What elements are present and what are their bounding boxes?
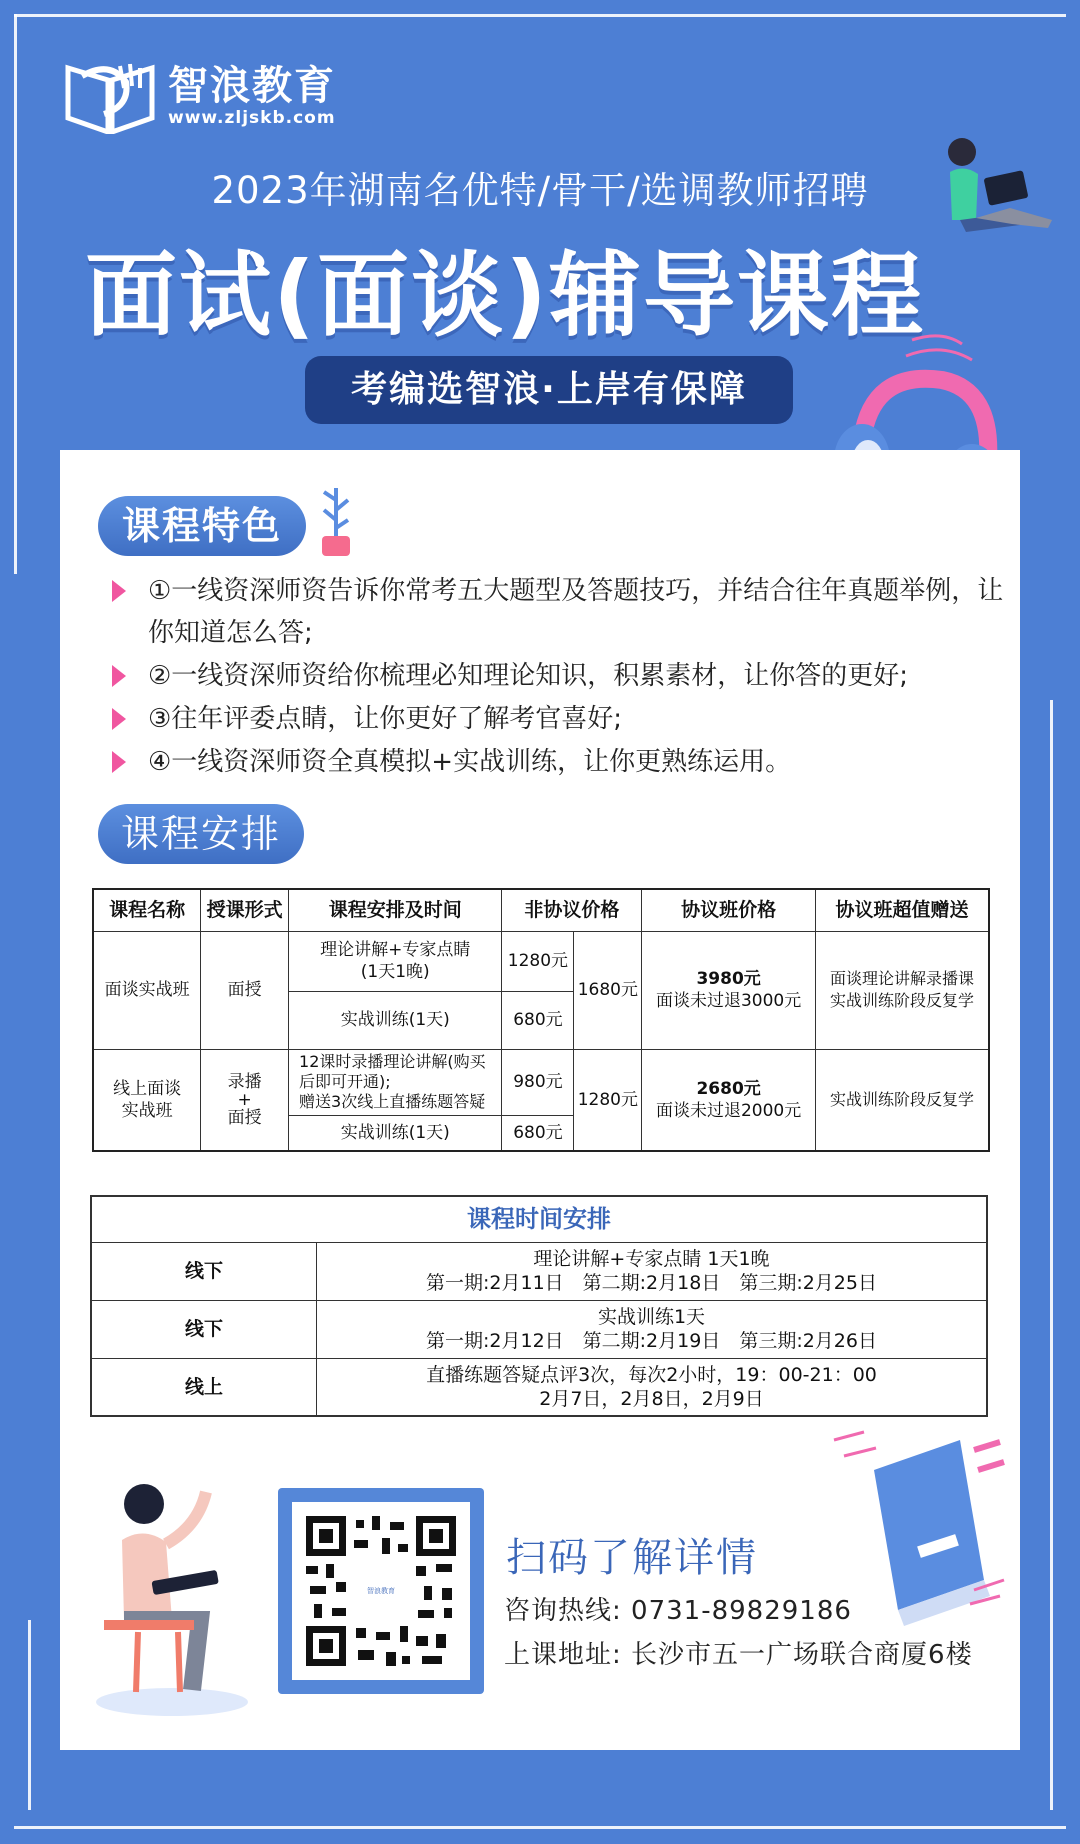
scan-title: 扫码了解详情 [506,1535,758,1581]
list-item [110,570,1010,654]
address-value: 长沙市五一广场联合商厦6楼 [631,1640,973,1670]
table-row [91,1242,987,1300]
list-item [110,741,1010,783]
column-header: 授课形式 [201,889,289,931]
header [0,0,1080,450]
course-content: 实战训练(1天) [289,991,502,1049]
qr-code[interactable] [292,1502,470,1680]
column-header: 课程安排及时间 [289,889,502,931]
column-header: 非协议价格 [502,889,642,931]
list-item [110,655,1010,697]
agreement-price: 2680元 [696,1078,761,1099]
table-row [93,931,989,991]
plant-icon [316,480,356,560]
course-mode: 录播 + 面授 [201,1049,289,1151]
schedule-heading: 课程安排 [98,804,304,864]
total-price: 1280元 [574,1049,642,1151]
student-illustration [82,1470,272,1720]
session-dates: 第一期:2月11日 第二期:2月18日 第三期:2月25日 [425,1272,877,1294]
qr-logo-text: 智浪教育 [367,1587,395,1595]
book-logo-icon [64,58,156,134]
agreement-price-cell [642,1049,816,1151]
gift-cell: 面谈理论讲解录播课 实战训练阶段反复学 [815,931,989,1049]
timetable [90,1195,988,1417]
column-header: 协议班超值赠送 [815,889,989,931]
session-type: 线下 [91,1300,317,1358]
course-name: 线上面谈 实战班 [93,1049,201,1151]
page-title: 面试(面谈)辅导课程 [84,242,926,349]
session-dates: 第一期:2月12日 第二期:2月19日 第三期:2月26日 [425,1330,877,1352]
table-row [93,1049,989,1115]
hotline-line [504,1590,852,1627]
frame-left-bottom-line [28,1620,31,1810]
course-mode: 面授 [201,931,289,1049]
features-list [110,570,1010,784]
session-detail [317,1242,988,1300]
course-content: 理论讲解+专家点睛 (1天1晚) [289,931,502,991]
triangle-bullet-icon [112,580,136,602]
table-row [91,1300,987,1358]
brand-name: 智浪教育 [168,63,336,109]
book-illustration [824,1430,1014,1630]
column-header: 课程名称 [93,889,201,931]
session-line: 理论讲解+专家点睛 1天1晚 [533,1248,770,1270]
session-detail [317,1300,988,1358]
session-type: 线上 [91,1358,317,1416]
agreement-price: 3980元 [696,969,761,989]
agreement-note: 面谈未过退3000元 [655,991,802,1011]
table-row [91,1358,987,1416]
session-dates: 2月7日，2月8日，2月9日 [539,1387,764,1410]
feature-text: ②一线资深师资给你梳理必知理论知识，积累素材，让你答的更好; [148,661,909,691]
price-table [92,888,990,1152]
frame-right-line [1050,700,1053,1810]
feature-text: ④一线资深师资全真模拟+实战训练，让你更熟练运用。 [148,747,792,777]
part-price: 1280元 [502,931,574,991]
total-price: 1680元 [574,931,642,1049]
triangle-bullet-icon [112,751,136,773]
address-label: 上课地址: [504,1640,622,1670]
subtitle: 2023年湖南名优特/骨干/选调教师招聘 [211,169,869,212]
triangle-bullet-icon [112,665,136,687]
session-line: 实战训练1天 [597,1306,706,1328]
feature-text: ①一线资深师资告诉你常考五大题型及答题技巧，并结合往年真题举例，让你知道怎么答; [148,576,1004,648]
part-price: 680元 [502,1115,574,1151]
part-price: 680元 [502,991,574,1049]
gift-cell: 实战训练阶段反复学 [815,1049,989,1151]
column-header: 协议班价格 [642,889,816,931]
brand-url: www.zljskb.com [168,108,336,128]
brand-logo [64,58,336,134]
feature-text: ③往年评委点睛，让你更好了解考官喜好; [148,704,623,734]
session-type: 线下 [91,1242,317,1300]
timetable-title: 课程时间安排 [91,1196,987,1242]
course-name: 面谈实战班 [93,931,201,1049]
table-header-row [93,889,989,931]
course-content: 实战训练(1天) [289,1115,502,1151]
triangle-bullet-icon [112,708,136,730]
qr-code-frame [278,1488,484,1694]
session-line: 直播练题答疑点评3次，每次2小时，19：00-21：00 [426,1363,877,1386]
agreement-note: 面谈未过退2000元 [655,1100,802,1121]
features-heading: 课程特色 [98,496,306,556]
address-line [504,1634,973,1671]
session-detail [317,1358,988,1416]
hotline-number[interactable]: 0731-89829186 [631,1596,852,1626]
part-price: 980元 [502,1049,574,1115]
list-item [110,698,1010,740]
agreement-price-cell [642,931,816,1049]
frame-bottom-line [14,1826,1066,1829]
slogan-badge: 考编选智浪·上岸有保障 [305,356,793,424]
hotline-label: 咨询热线: [504,1596,622,1626]
course-content: 12课时录播理论讲解(购买 后即可开通); 赠送3次线上直播练题答疑 [289,1049,502,1115]
person-laptop-illustration [920,128,1060,268]
